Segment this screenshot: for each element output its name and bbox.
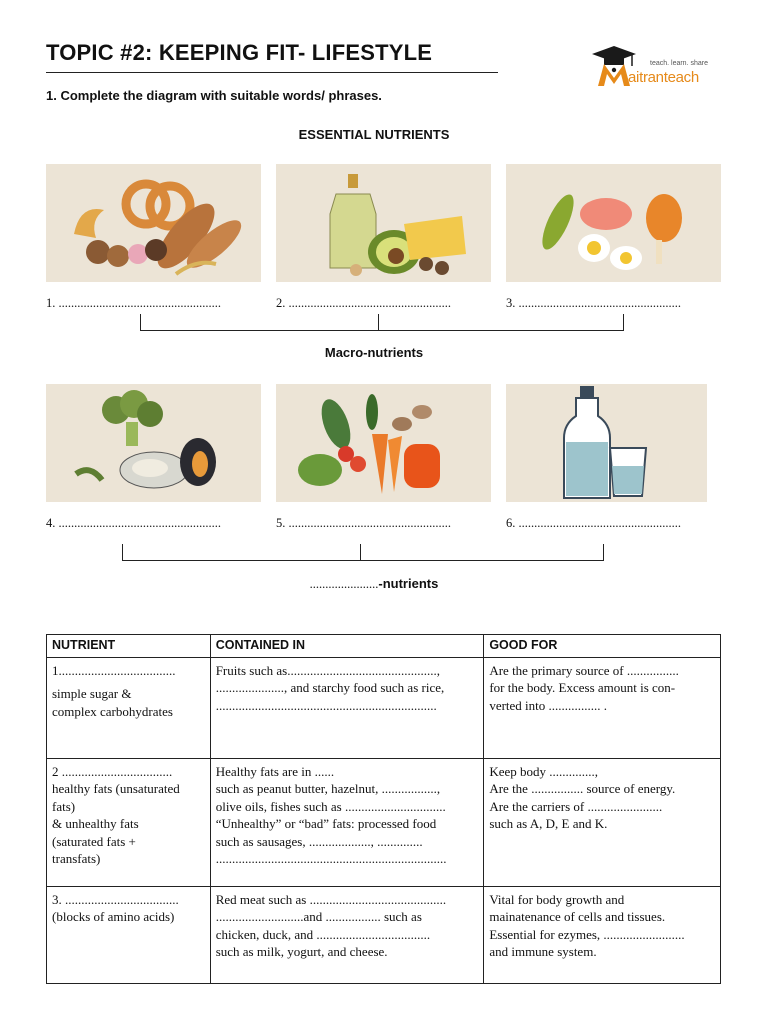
blank-6[interactable]: 6. .................................................... — [506, 516, 681, 530]
cell-line[interactable]: such as sausages, ..................., .............. — [215, 833, 423, 849]
blank-4[interactable]: 4. .................................................... — [46, 516, 221, 530]
micro-nutrients-label — [0, 576, 748, 592]
cell-line: for the body. Excess amount is con- — [489, 680, 676, 695]
title-underline — [46, 72, 498, 73]
table-row — [47, 886, 721, 983]
cell-line[interactable]: olive oils, fishes such as ............................... — [215, 798, 446, 814]
cell-line[interactable]: Are the primary source of ................ — [489, 662, 679, 678]
logo — [588, 42, 728, 88]
cell-line: complex carbohydrates — [52, 703, 173, 719]
fat-foods-image — [276, 164, 491, 282]
cell-line[interactable]: ....................., and starchy food such as rice, — [215, 680, 445, 695]
macro-bracket — [140, 314, 624, 331]
cell-line[interactable]: Fruits such as.............................................., — [215, 662, 440, 678]
cell-line: & unhealthy fats — [52, 816, 139, 831]
cell-line[interactable]: chicken, duck, and ................................... — [215, 926, 431, 942]
cell-line: transfats) — [52, 851, 101, 866]
nutrient-table — [46, 634, 721, 984]
cell-line: (saturated fats + — [52, 833, 136, 849]
cell-line: such as A, D, E and K. — [489, 816, 608, 831]
nutrient-cell — [47, 886, 211, 983]
instruction: 1. Complete the diagram with suitable words/ phrases. — [46, 88, 382, 103]
cell-line[interactable]: ....................................................................... — [215, 851, 447, 866]
blank-3[interactable]: 3. .................................................... — [506, 296, 681, 310]
diagram-heading: ESSENTIAL NUTRIENTS — [298, 127, 450, 142]
blank-1[interactable]: 1. .................................................... — [46, 296, 221, 310]
logo-brand: aitranteach — [628, 69, 699, 86]
cell-line[interactable]: Keep body .............., — [489, 763, 599, 779]
cell-line: fats) — [52, 798, 76, 814]
cell-line: “Unhealthy” or “bad” fats: processed food — [215, 816, 437, 831]
header-nutrient: NUTRIENT — [47, 635, 211, 658]
blank-5[interactable]: 5. .................................................... — [276, 516, 451, 530]
protein-foods-image — [506, 164, 721, 282]
macro-nutrients-label: Macro-nutrients — [324, 345, 424, 360]
cell-line[interactable]: 3. ................................... — [52, 891, 179, 907]
micro-bracket — [122, 544, 604, 561]
cell-line[interactable]: such as peanut butter, hazelnut, ................., — [215, 781, 441, 796]
cell-line[interactable]: 2 .................................. — [52, 763, 173, 779]
cell-line: Vital for body growth and — [489, 891, 625, 907]
contained-cell — [210, 886, 484, 983]
page-title: TOPIC #2: KEEPING FIT- LIFESTYLE — [46, 40, 433, 65]
cell-line[interactable]: Are the carriers of ....................... — [489, 798, 663, 814]
cell-line: and immune system. — [489, 944, 597, 959]
cell-line[interactable]: Are the ................ source of energy. — [489, 781, 676, 796]
cell-line: simple sugar & — [52, 686, 132, 701]
micro-bracket-tick — [360, 544, 361, 560]
micro-blank[interactable]: ...................... — [309, 577, 379, 591]
cell-line[interactable]: Red meat such as .......................................... — [215, 891, 447, 907]
vitamin-mineral-foods-image — [46, 384, 261, 502]
cell-line: healthy fats (unsaturated — [52, 781, 180, 796]
logo-tagline: teach. learn. share — [650, 60, 708, 67]
table-row — [47, 758, 721, 886]
cell-line[interactable]: .................................................................... — [215, 697, 437, 713]
table-row — [47, 657, 721, 758]
contained-cell — [210, 758, 484, 886]
cell-line[interactable]: Healthy fats are in ...... — [215, 763, 335, 779]
contained-cell — [210, 657, 484, 758]
cell-line[interactable]: Essential for ezymes, ......................... — [489, 926, 685, 942]
good-for-cell — [484, 657, 721, 758]
fiber-vegetables-image — [276, 384, 491, 502]
macro-bracket-tick — [378, 314, 379, 330]
table-header-row — [47, 635, 721, 658]
cell-line: (blocks of amino acids) — [52, 909, 175, 924]
blank-2[interactable]: 2. .................................................... — [276, 296, 451, 310]
cell-line[interactable]: ...........................and ................. such as — [215, 909, 422, 924]
cell-line: mainatenance of cells and tissues. — [489, 909, 666, 924]
micro-suffix: -nutrients — [378, 576, 439, 591]
nutrient-cell — [47, 657, 211, 758]
nutrient-cell — [47, 758, 211, 886]
cell-line[interactable]: 1.................................... — [52, 662, 176, 678]
carbohydrate-foods-image — [46, 164, 261, 282]
good-for-cell — [484, 758, 721, 886]
cell-line: such as milk, yogurt, and cheese. — [215, 944, 388, 959]
header-contained-in: CONTAINED IN — [210, 635, 484, 658]
water-bottle-glass-image — [506, 384, 707, 502]
good-for-cell — [484, 886, 721, 983]
cell-line[interactable]: verted into ................ . — [489, 697, 608, 713]
header-good-for: GOOD FOR — [484, 635, 721, 658]
